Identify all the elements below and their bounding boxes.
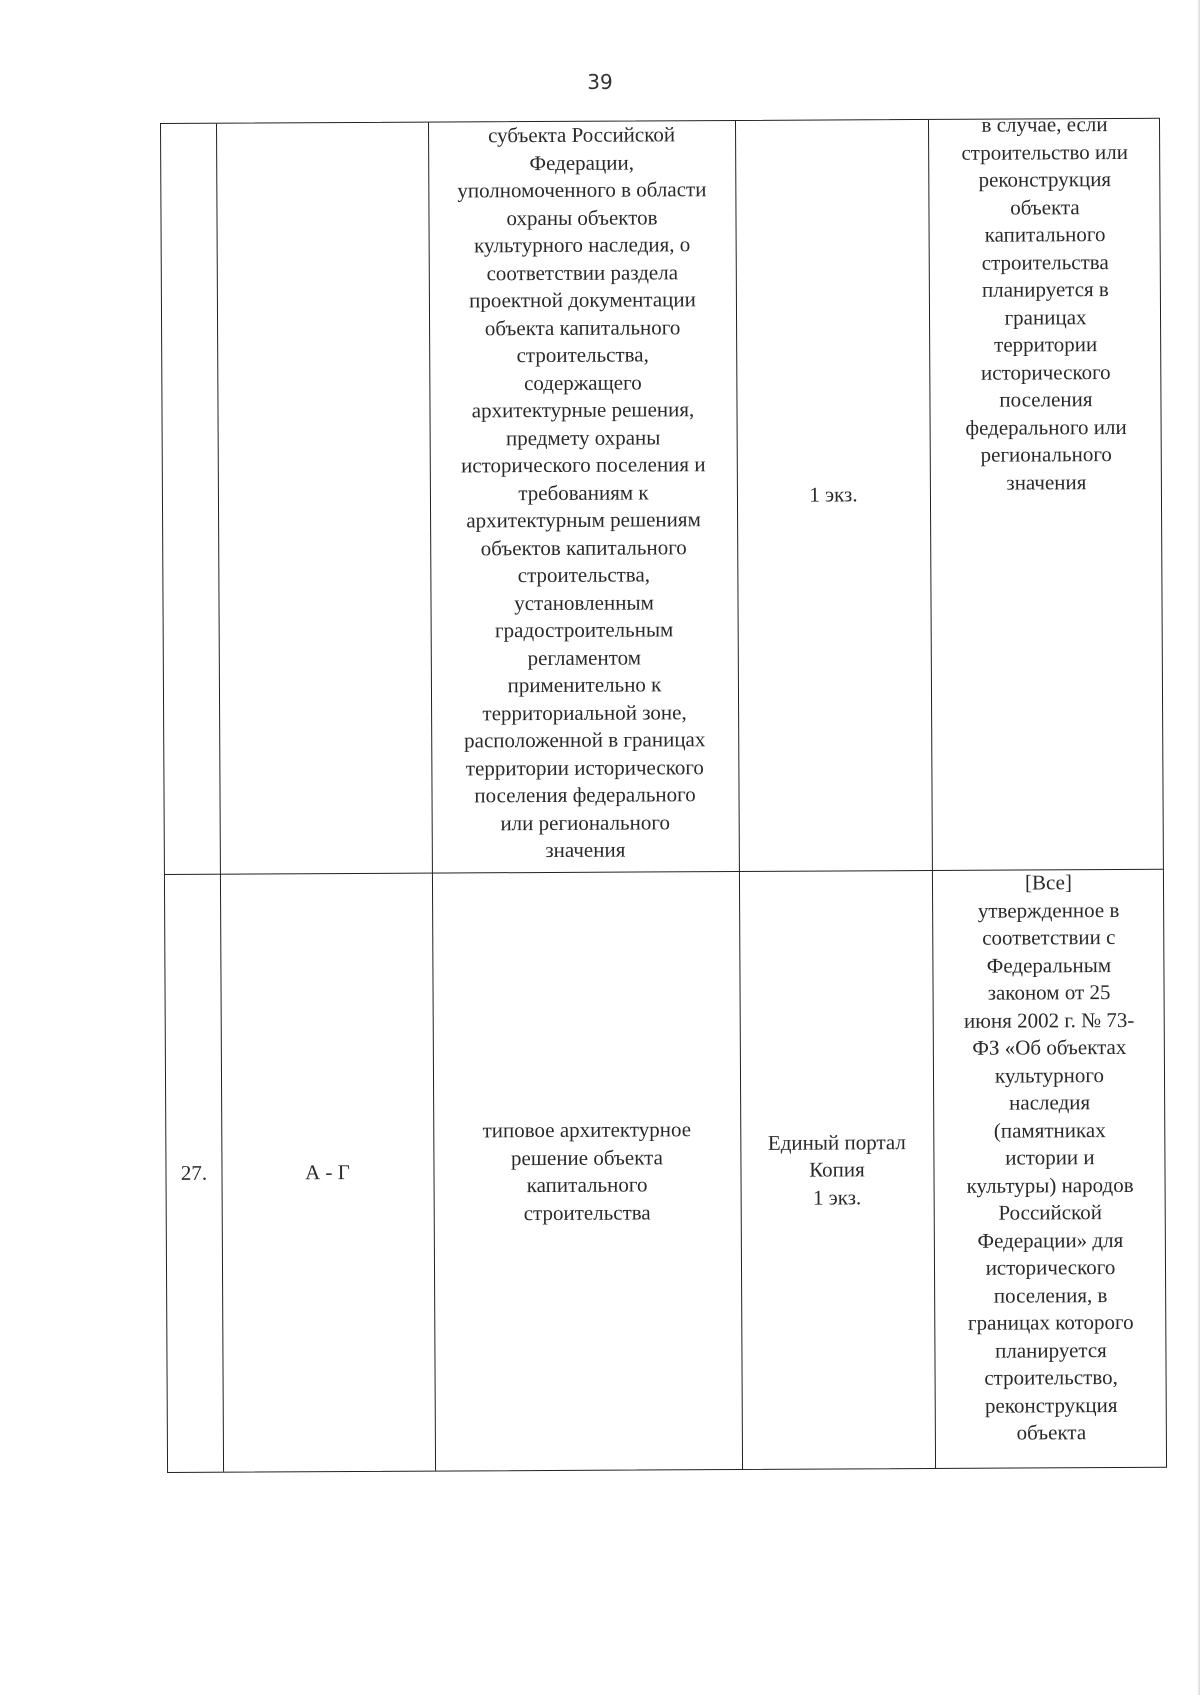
page-number: 39 bbox=[587, 70, 613, 94]
document-cell bbox=[432, 871, 742, 1473]
row-number-cell bbox=[161, 124, 220, 874]
document-form: 1 экз. bbox=[809, 482, 858, 507]
document-table bbox=[160, 112, 1167, 1473]
document-description: субъекта Российской Федерации, уполномоченного в области охраны объектов культурного наследия, о соответствии раздела проектной документации объекта капитального строительства, содержащего архитектурные решения, предмету охраны исторического поселения и требованиям к архитектурным решениям объектов капитального строительства, установленным градостроительным регламентом применительно к территориальной зоне, расположенной в границах территории исторического поселения федерального или регионального значения bbox=[457, 122, 707, 862]
row-number-cell bbox=[165, 874, 223, 1474]
document-cell bbox=[428, 121, 739, 873]
applicant-group: А - Г bbox=[305, 1160, 350, 1185]
form-cell bbox=[735, 120, 932, 871]
document-description: типовое архитектурное решение объекта капитального строительства bbox=[482, 1117, 692, 1225]
group-cell bbox=[216, 123, 432, 874]
group-cell bbox=[220, 873, 435, 1474]
document-condition: [Все] утвержденное в соответствии с Федеральным законом от 25 июня 2002 г. № 73- ФЗ «Об объектах культурного наследия (памятниках истории и культуры) народов Российской Федерации» для исторического поселения, в границах которого планируется строительство, реконструкция объекта bbox=[963, 870, 1135, 1445]
document-condition: в случае, если строительство или реконструкция объекта капитального строительства планируется в границах территории исторического поселения федерального или регионального значения bbox=[961, 112, 1128, 495]
document-form: Единый портал Копия 1 экз. bbox=[767, 1129, 906, 1210]
condition-cell bbox=[932, 869, 1168, 1470]
row-number: 27. bbox=[180, 1161, 208, 1186]
condition-cell bbox=[928, 111, 1165, 870]
form-cell bbox=[739, 870, 935, 1471]
